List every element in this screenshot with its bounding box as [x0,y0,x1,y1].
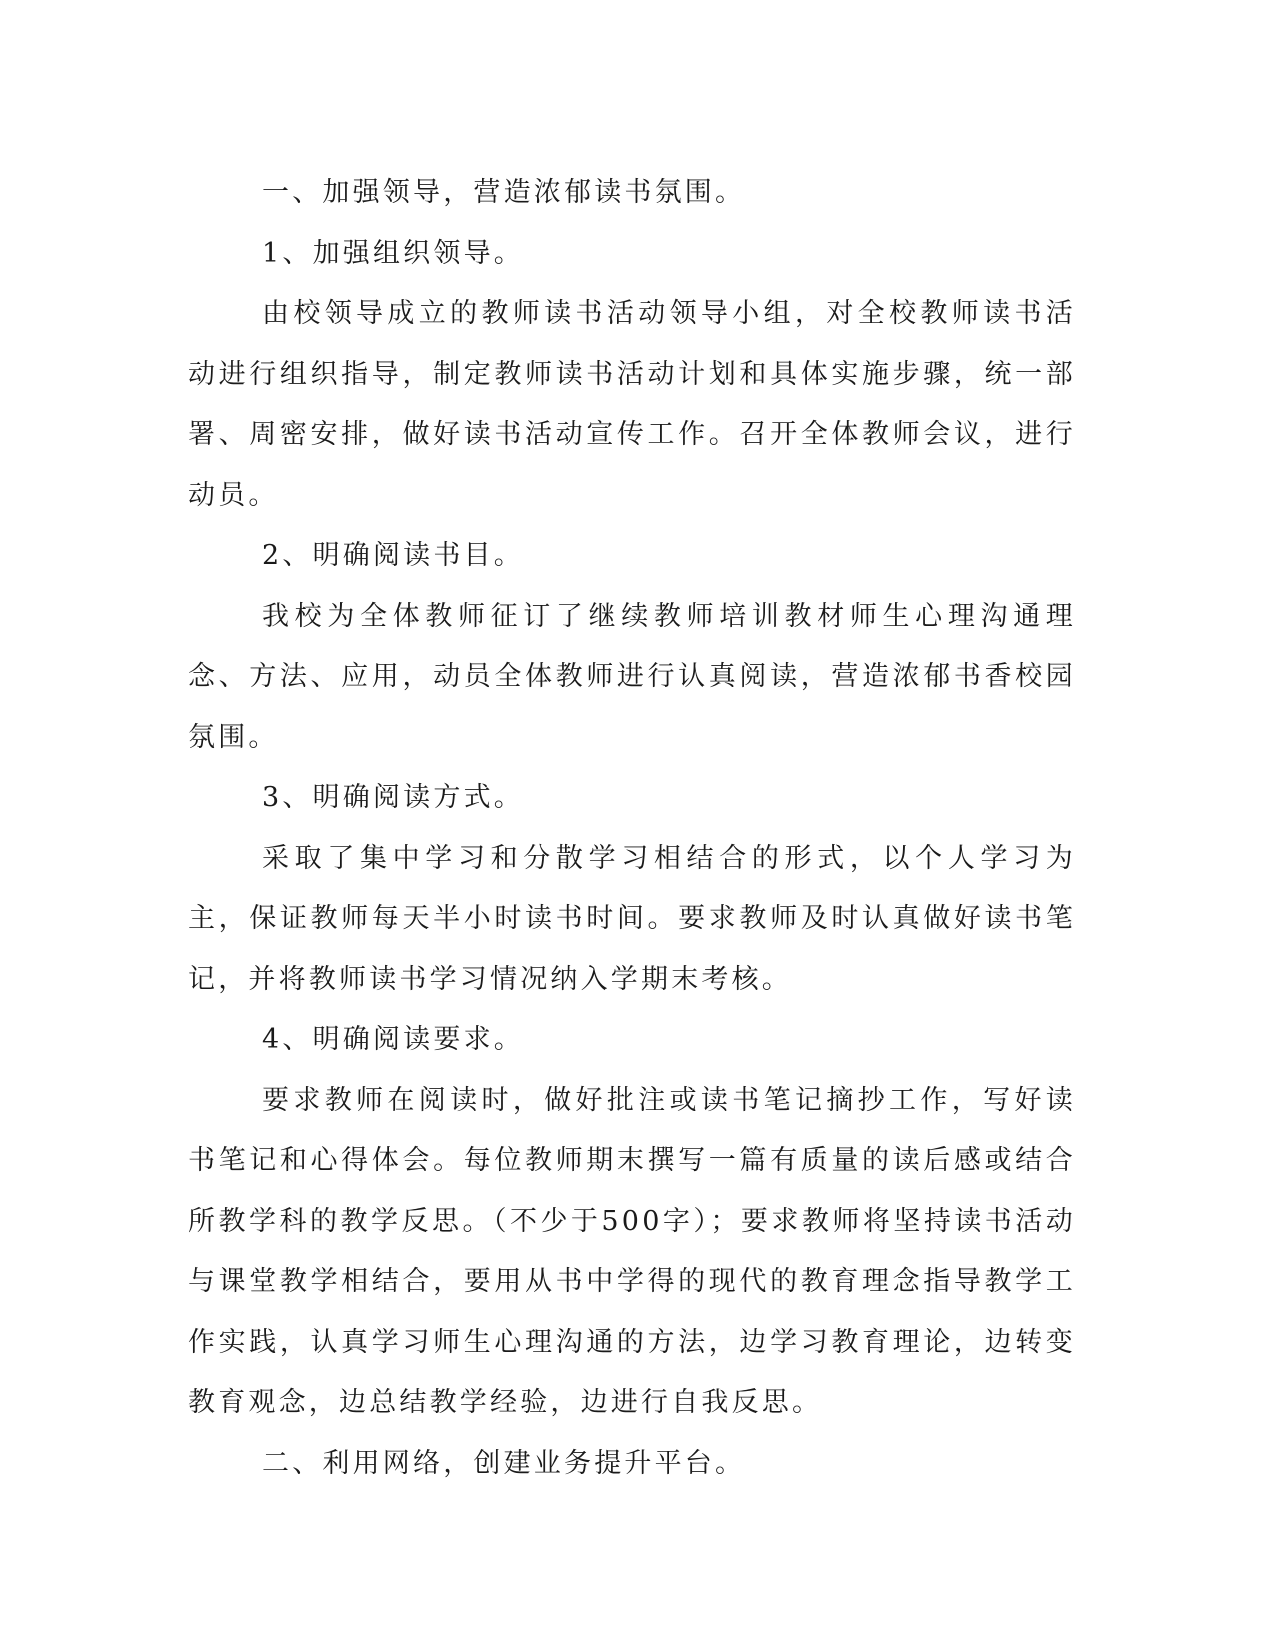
paragraph-4: 要求教师在阅读时，做好批注或读书笔记摘抄工作，写好读书笔记和心得体会。每位教师期末撰写一篇有质量的读后感或结合所教学科的教学反思。（不少于500字）；要求教师将坚持读书活动与课堂教学相结合，要用从书中学得的现代的教育理念指导教学工作实践，认真学习师生心理沟通的方法，边学习教育理论，边转变教育观念，边总结教学经验，边进行自我反思。 [188,1084,1076,1418]
subheading-2: 2、明确阅读书目。 [262,540,524,571]
document-body [188,163,1076,1494]
subheading-3: 3、明确阅读方式。 [262,782,524,813]
paragraph-2: 我校为全体教师征订了继续教师培训教材师生心理沟通理念、方法、应用，动员全体教师进行认真阅读，营造浓郁书香校园氛围。 [188,600,1076,753]
subheading-4: 4、明确阅读要求。 [262,1024,524,1055]
paragraph-1: 由校领导成立的教师读书活动领导小组，对全校教师读书活动进行组织指导，制定教师读书活动计划和具体实施步骤，统一部署、周密安排，做好读书活动宣传工作。召开全体教师会议，进行动员。 [188,298,1076,511]
section-heading-1: 一、加强领导，营造浓郁读书氛围。 [262,177,746,208]
subheading-1: 1、加强组织领导。 [262,237,524,269]
section-heading-2: 二、利用网络，创建业务提升平台。 [262,1447,746,1479]
paragraph-3: 采取了集中学习和分散学习相结合的形式，以个人学习为主，保证教师每天半小时读书时间。要求教师及时认真做好读书笔记，并将教师读书学习情况纳入学期末考核。 [188,842,1076,995]
